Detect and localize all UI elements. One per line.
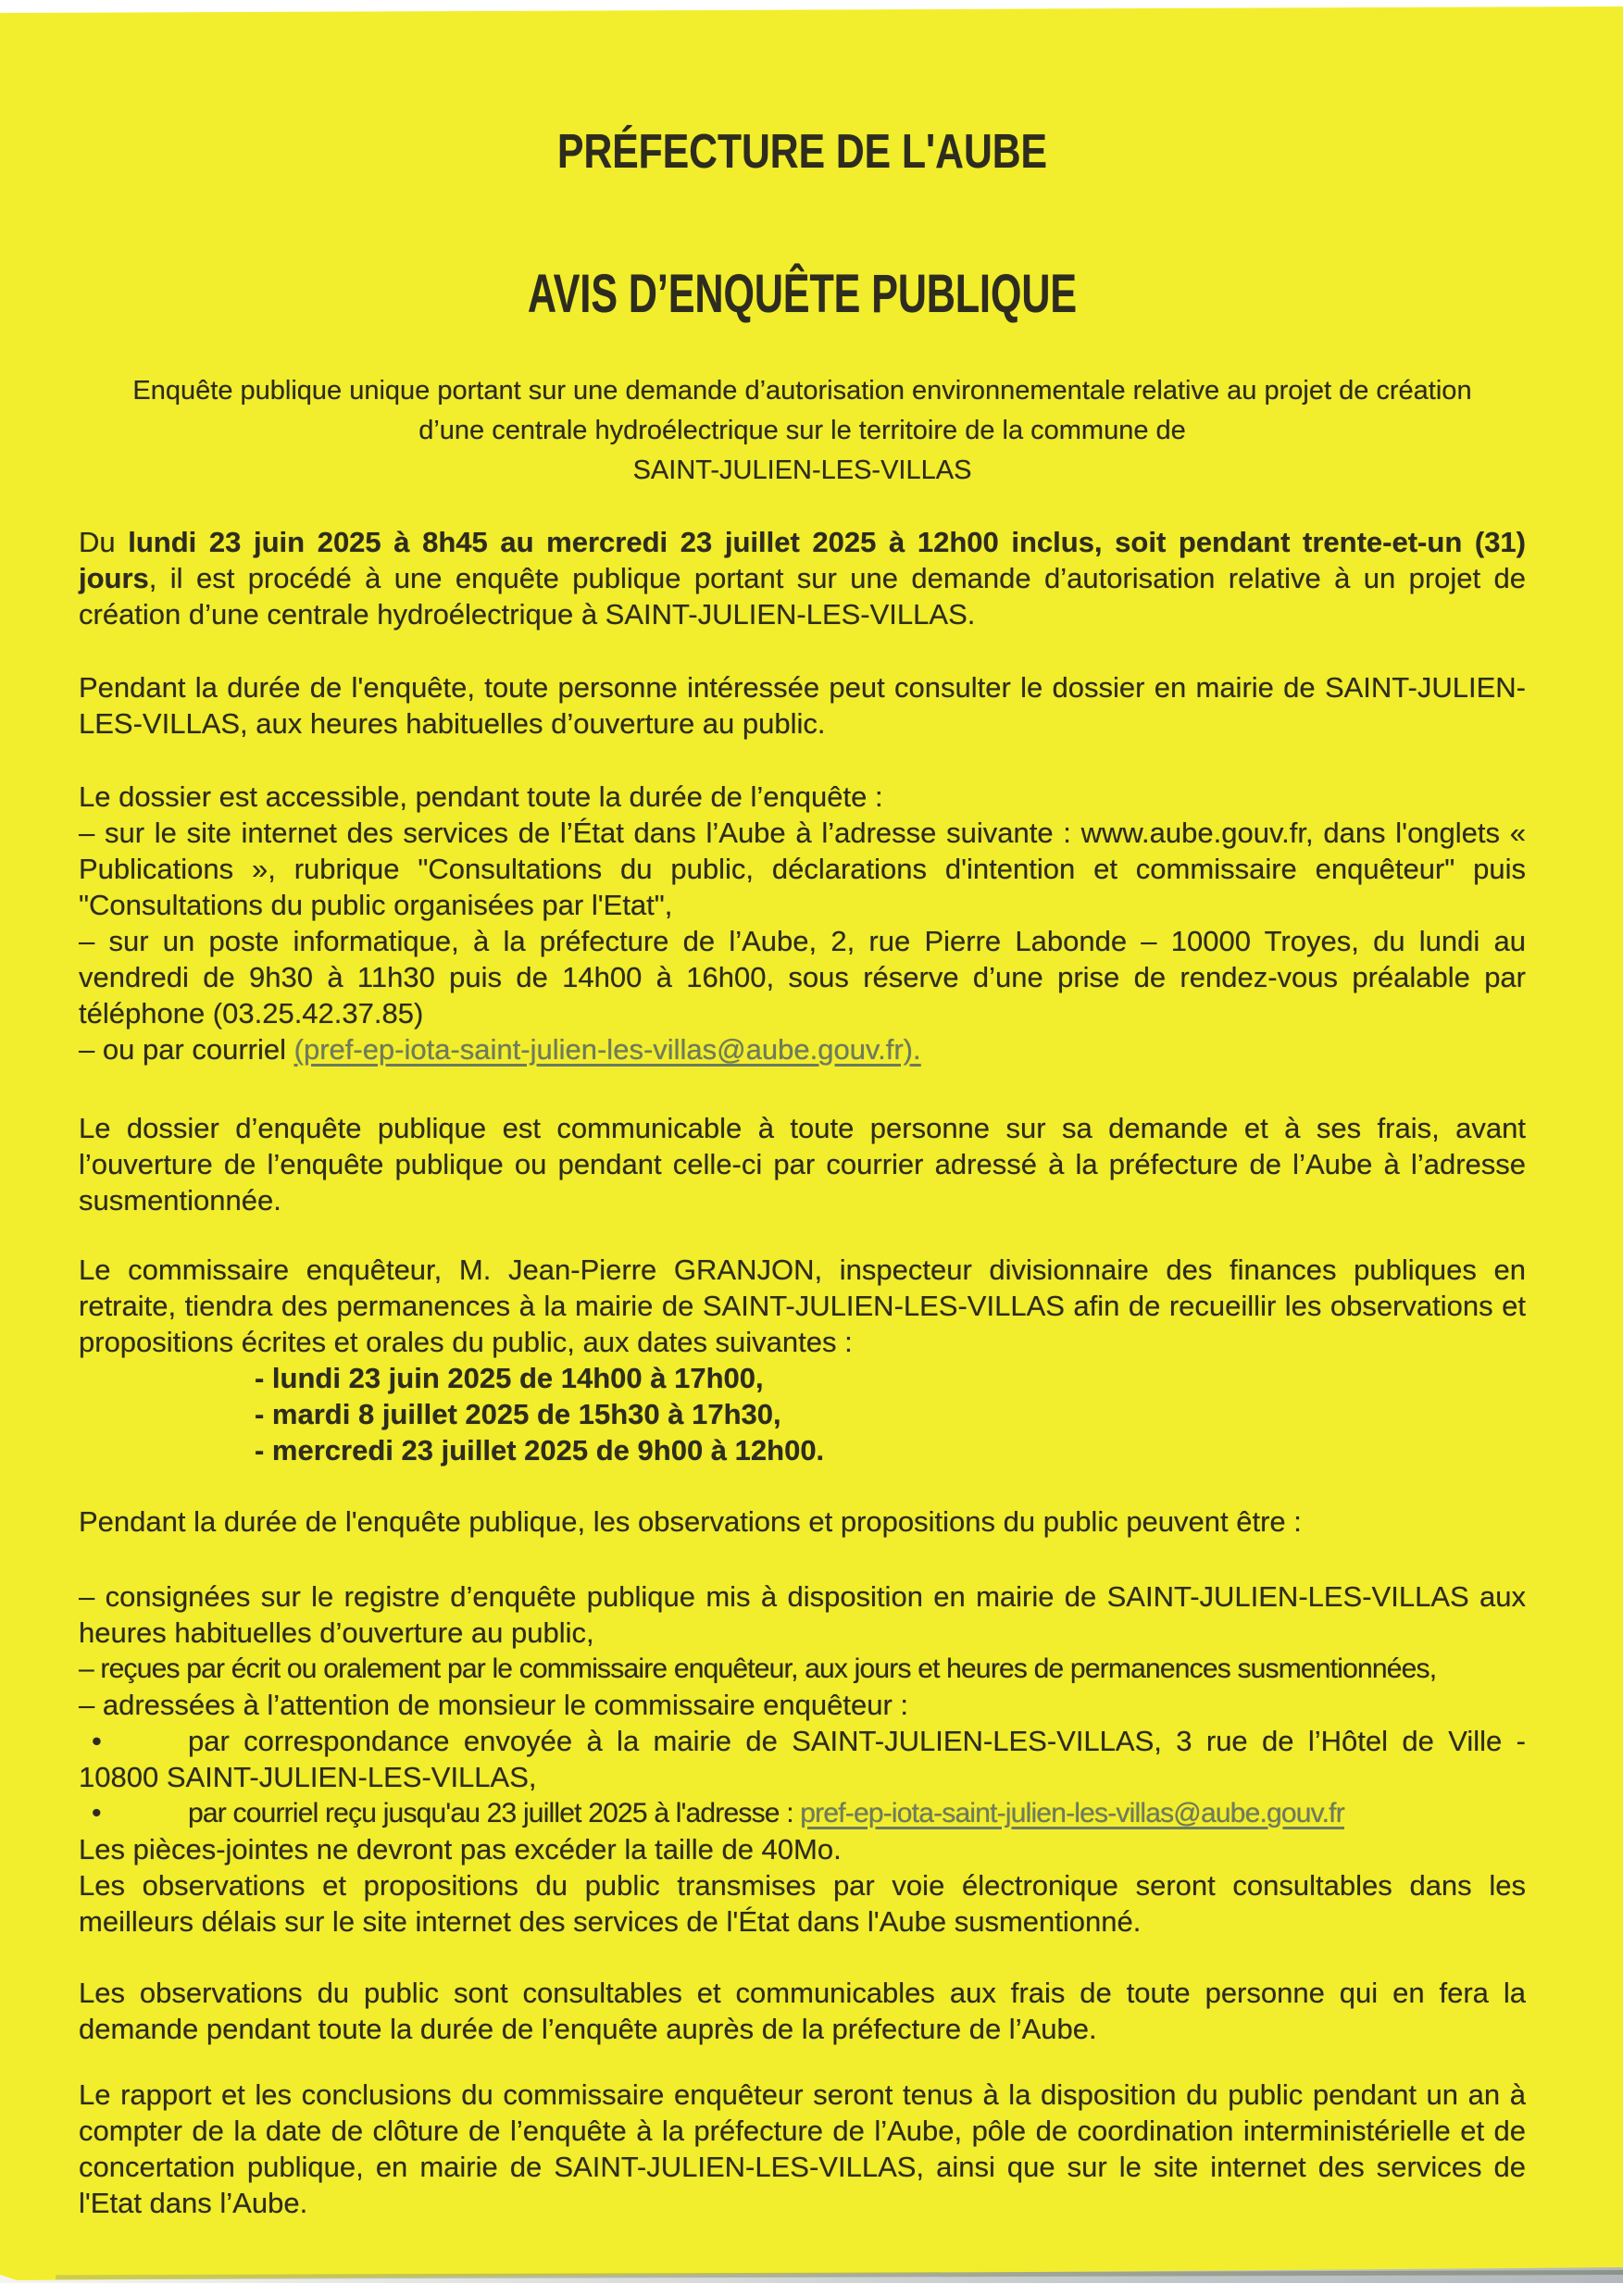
text-run: - mardi 8 juillet 2025 de 15h30 à 17h30, bbox=[255, 1398, 781, 1430]
notice-body bbox=[79, 371, 1526, 2221]
text-run: Du bbox=[79, 526, 129, 558]
paragraph-consultation-mairie bbox=[79, 669, 1526, 742]
item-adressees bbox=[79, 1687, 1526, 1723]
item-poste-informatique bbox=[79, 923, 1526, 1031]
email-link[interactable]: pref-ep-iota-saint-julien-les-villas@aube.gouv.fr bbox=[800, 1798, 1344, 1828]
item-site-internet bbox=[79, 815, 1526, 923]
bullet-correspondance bbox=[79, 1723, 1526, 1795]
paragraph-rapport-conclusions bbox=[79, 2077, 1526, 2221]
text-run: – ou par courriel bbox=[79, 1033, 294, 1066]
intro-line-1 bbox=[79, 371, 1526, 411]
text-run: Pendant la durée de l'enquête, toute personne intéressée peut consulter le dossier en mairie de SAINT-JULIEN-LES-VILLAS, aux heures habituelles d’ouverture au public. bbox=[79, 671, 1526, 740]
public-notice-document bbox=[79, 0, 1526, 2221]
permanence-date-3 bbox=[79, 1432, 1526, 1468]
text-run: – reçues par écrit ou oralement par le commissaire enquêteur, aux jours et heures de permanences susmentionnées, bbox=[79, 1653, 1437, 1684]
text-run: Le dossier est accessible, pendant toute la durée de l’enquête : bbox=[79, 780, 883, 813]
paragraph-observations-consultables bbox=[79, 1975, 1526, 2047]
text-run: , il est procédé à une enquête publique portant sur une demande d’autorisation relative à un projet de création d’une centrale hydroélectrique à SAINT-JULIEN-LES-VILLAS. bbox=[79, 562, 1526, 630]
text-run: Pendant la durée de l'enquête publique, les observations et propositions du public peuvent être : bbox=[79, 1505, 1302, 1538]
text-run: - lundi 23 juin 2025 de 14h00 à 17h00, bbox=[255, 1362, 764, 1394]
text-run: Enquête publique unique portant sur une demande d’autorisation environnementale relative au projet de création bbox=[132, 376, 1472, 406]
text-run: – adressées à l’attention de monsieur le commissaire enquêteur : bbox=[79, 1689, 909, 1721]
item-courriel bbox=[79, 1031, 1526, 1067]
paragraph-voie-electronique bbox=[79, 1867, 1526, 1940]
page-title: PRÉFECTURE DE L'AUBE bbox=[557, 125, 1047, 179]
bullet-icon: • bbox=[92, 1798, 101, 1828]
permanence-date-2 bbox=[79, 1396, 1526, 1432]
text-run: – consignées sur le registre d’enquête publique mis à disposition en mairie de SAINT-JULIEN-LES-VILLAS aux heures habituelles d’ouverture au public, bbox=[79, 1580, 1526, 1649]
bullet-icon: • bbox=[92, 1725, 102, 1757]
text-run: – sur un poste informatique, à la préfecture de l’Aube, 2, rue Pierre Labonde – 10000 Troyes, du lundi au vendredi de 9h30 à 11h30 puis de 14h00 à 16h00, sous réserve d’une prise de rendez-vous préalable par téléphone (03.25.42.37.85) bbox=[79, 925, 1526, 1029]
bullet-courriel bbox=[79, 1795, 1526, 1831]
text-run: Le commissaire enquêteur, M. Jean-Pierre GRANJON, inspecteur divisionnaire des finances publiques en retraite, tiendra des permanences à la mairie de SAINT-JULIEN-LES-VILLAS afin de recueillir les observations et propositions écrites et orales du public, aux dates suivantes : bbox=[79, 1254, 1526, 1358]
page-subtitle: AVIS D’ENQUÊTE PUBLIQUE bbox=[527, 264, 1077, 324]
text-run: par courriel reçu jusqu'au 23 juillet 2025 à l'adresse : bbox=[188, 1798, 801, 1828]
paragraph-opening bbox=[79, 524, 1526, 632]
paragraph-observations-intro bbox=[79, 1504, 1526, 1540]
text-run: d’une centrale hydroélectrique sur le territoire de la commune de bbox=[418, 416, 1186, 445]
text-run: Les observations du public sont consultables et communicables aux frais de toute personne qui en fera la demande pendant toute la durée de l’enquête auprès de la préfecture de l’Aube. bbox=[79, 1977, 1526, 2045]
item-recues bbox=[79, 1651, 1526, 1687]
paragraph-communicable bbox=[79, 1110, 1526, 1218]
intro-line-2 bbox=[79, 411, 1526, 451]
text-run: Les pièces-jointes ne devront pas excéder la taille de 40Mo. bbox=[79, 1833, 842, 1866]
email-link[interactable]: (pref-ep-iota-saint-julien-les-villas@aube.gouv.fr). bbox=[293, 1033, 921, 1066]
paragraph-commissaire bbox=[79, 1252, 1526, 1360]
text-run: Le dossier d’enquête publique est communicable à toute personne sur sa demande et à ses frais, avant l’ouverture de l’enquête publique ou pendant celle-ci par courrier adressé à la préfecture de l’Aube à l’adresse susmentionnée. bbox=[79, 1112, 1526, 1217]
item-registre bbox=[79, 1578, 1526, 1651]
paragraph-dossier-accessible bbox=[79, 779, 1526, 815]
paragraph-pieces-jointes bbox=[79, 1831, 1526, 1867]
text-run: – sur le site internet des services de l’État dans l’Aube à l’adresse suivante : www.aube.gouv.fr, dans l'onglets « Publications », rubrique "Consultations du public, déclarations d'intention et commissaire enquêteur" puis "Consultations du public organisées par l'Etat", bbox=[79, 817, 1526, 921]
text-run: SAINT-JULIEN-LES-VILLAS bbox=[632, 455, 972, 485]
text-run: Les observations et propositions du public transmises par voie électronique seront consultables dans les meilleurs délais sur le site internet des services de l'État dans l'Aube susmentionné. bbox=[79, 1869, 1526, 1938]
permanence-date-1 bbox=[79, 1360, 1526, 1396]
text-run: lundi 23 juin 2025 à 8h45 au mercredi 23 juillet 2025 à 12h00 inclus, soit pendant trente-et-un (31) jours bbox=[79, 526, 1526, 594]
text-run: par correspondance envoyée à la mairie de SAINT-JULIEN-LES-VILLAS, 3 rue de l’Hôtel de Ville - 10800 SAINT-JULIEN-LES-VILLAS, bbox=[79, 1725, 1526, 1793]
text-run: Le rapport et les conclusions du commissaire enquêteur seront tenus à la disposition du public pendant un an à compter de la date de clôture de l’enquête à la préfecture de l’Aube, pôle de coordination interministérielle et de concertation publique, en mairie de SAINT-JULIEN-LES-VILLAS, ainsi que sur le site internet des services de l'Etat dans l’Aube. bbox=[79, 2078, 1526, 2219]
intro-line-3 bbox=[79, 451, 1526, 491]
text-run: - mercredi 23 juillet 2025 de 9h00 à 12h00. bbox=[255, 1434, 825, 1466]
